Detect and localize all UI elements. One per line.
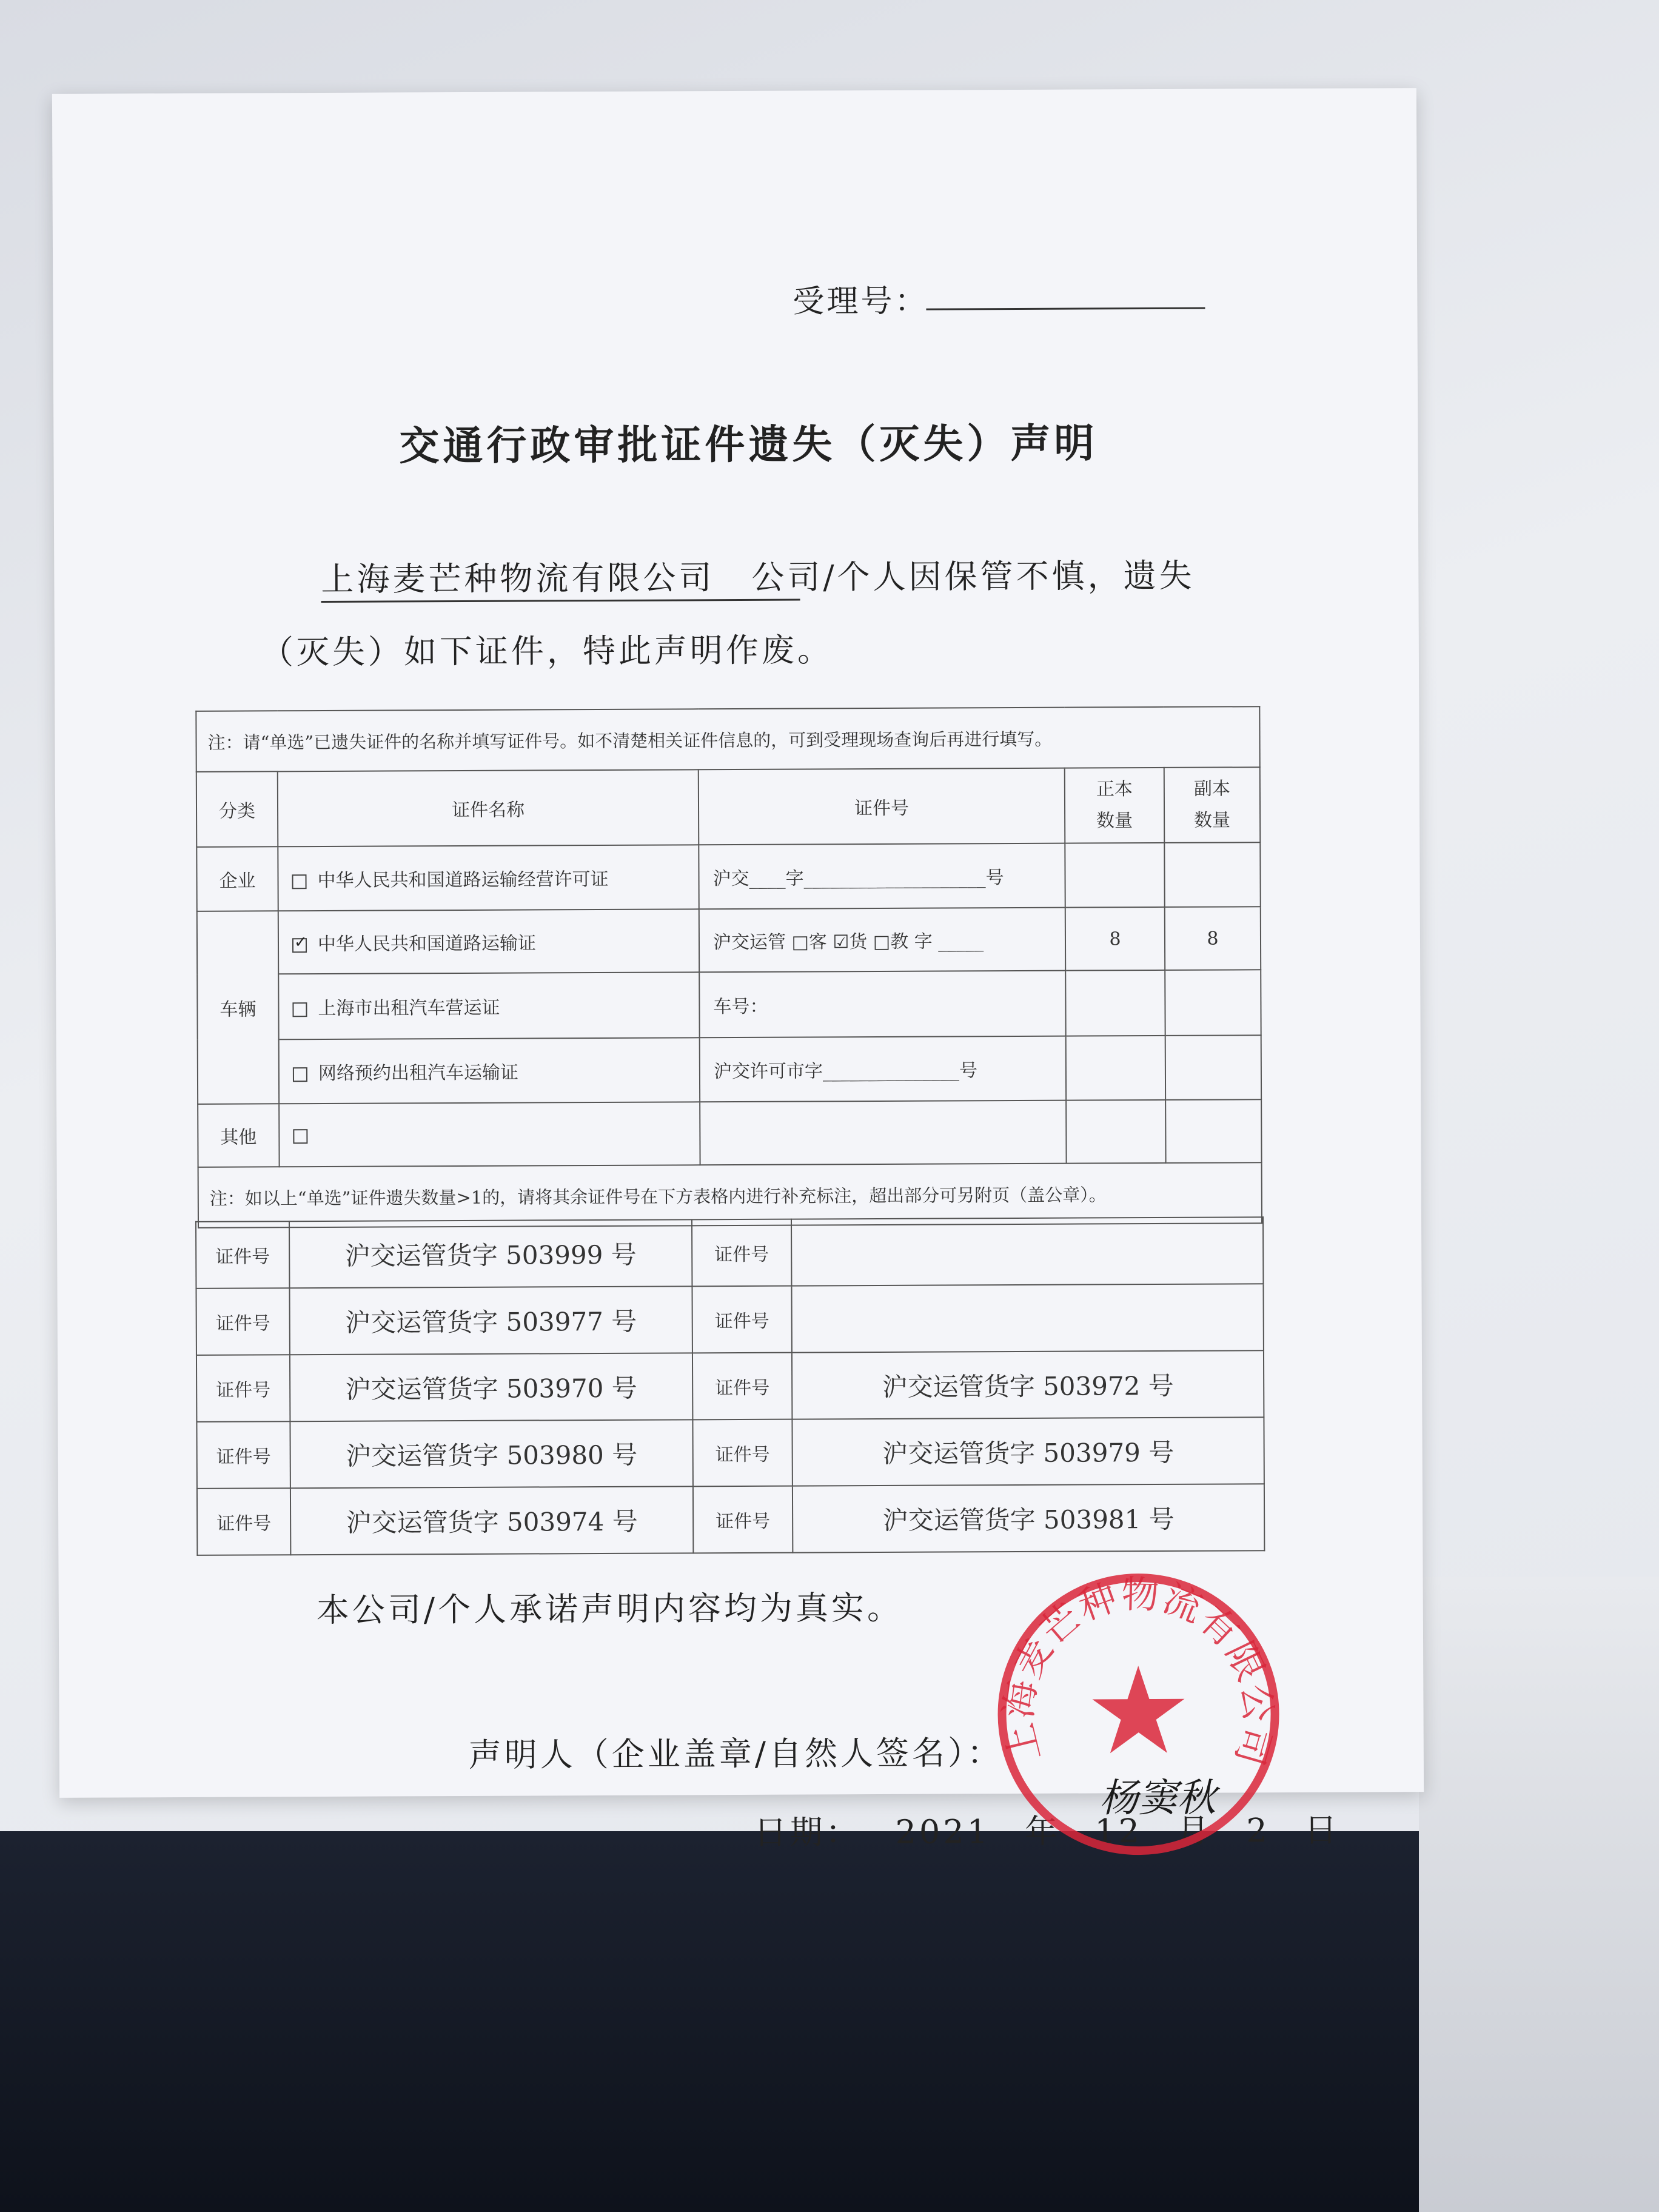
original-count-cell: [1065, 970, 1165, 1036]
table-row: [196, 1417, 1264, 1489]
note-top: 注：请“单选”已遗失证件的名称并填写证件号。如不清楚相关证件信息的，可到受理现场查询后再进行填写。: [196, 706, 1259, 772]
table-row: [197, 1484, 1264, 1555]
acceptance-number-field[interactable]: [926, 307, 1205, 310]
cert-label: 证件号: [693, 1486, 793, 1553]
cert-label: 证件号: [196, 1221, 289, 1289]
header-category: 分类: [196, 771, 278, 847]
table-row: [197, 970, 1261, 1040]
date-day: 2: [1246, 1811, 1270, 1850]
note-bottom: 注：如以上“单选”证件遗失数量>1的，请将其余证件号在下方表格内进行补充标注，超出部分可另附页（盖公章）。: [198, 1162, 1262, 1228]
table-row: [198, 1099, 1261, 1167]
cert-name-cell: 网络预约出租汽车运输证: [279, 1037, 700, 1104]
cert-label: 证件号: [197, 1488, 290, 1555]
cert-no-cell: [700, 1101, 1066, 1165]
original-count-cell: 8: [1065, 907, 1165, 971]
header-cert-name: 证件名称: [278, 769, 699, 846]
category-other: 其他: [198, 1104, 279, 1167]
checkbox[interactable]: [292, 874, 307, 889]
cert-no-cell: 沪交____字____________________号: [699, 843, 1065, 910]
date-label: 日期：: [754, 1813, 862, 1852]
table-row: [196, 1284, 1263, 1355]
cert-label: 证件号: [692, 1353, 792, 1420]
cert-number: 沪交运管货字 503980 号: [290, 1419, 692, 1488]
copy-count-cell: [1165, 1099, 1261, 1163]
statement-line-1: 公司/个人因保管不慎，遗失: [751, 556, 1195, 597]
table-row: [196, 1217, 1263, 1289]
cert-name-cell: [279, 1102, 700, 1167]
page-title: 交通行政审批证件遗失（灭失）声明: [399, 419, 1098, 470]
signer-label: 声明人（企业盖章/自然人签名）：: [468, 1734, 1004, 1774]
cert-label: 证件号: [196, 1355, 290, 1422]
date-year: 2021: [895, 1812, 991, 1851]
date-month: 12: [1094, 1812, 1143, 1851]
cert-name-cell: 上海市出租汽车营运证: [278, 972, 699, 1039]
cert-label: 证件号: [196, 1421, 290, 1489]
cert-number: 沪交运管货字 503974 号: [290, 1486, 693, 1555]
copy-count-cell: [1165, 1035, 1261, 1100]
signature: 杨窦秋: [1099, 1775, 1216, 1822]
company-seal: [986, 1562, 1290, 1866]
original-count-cell: [1066, 1036, 1165, 1101]
company-name: 上海麦芒种物流有限公司: [321, 558, 715, 598]
table-row: [196, 842, 1260, 911]
cert-no-cell: 沪交运管 □客 ☑货 □教 字 _____: [699, 908, 1065, 973]
cert-label: 证件号: [692, 1419, 792, 1487]
cert-name-cell: ✓中华人民共和国道路运输证: [278, 909, 699, 974]
cert-number: 沪交运管货字 503970 号: [290, 1353, 692, 1421]
cert-number: 沪交运管货字 503999 号: [289, 1219, 692, 1288]
cert-number: [791, 1217, 1263, 1285]
cert-number: 沪交运管货字 503972 号: [792, 1350, 1264, 1419]
certificate-table: [195, 706, 1262, 1228]
desk-background: [1419, 1577, 1659, 2212]
checkbox[interactable]: [293, 1129, 307, 1144]
date-year-char: 年: [1025, 1812, 1061, 1851]
header-original-count: 正本 数量: [1065, 768, 1165, 843]
copy-count-cell: [1164, 842, 1260, 907]
cert-number: [791, 1284, 1263, 1352]
cert-number: 沪交运管货字 503977 号: [289, 1286, 692, 1355]
date-day-char: 日: [1304, 1811, 1341, 1849]
checkbox[interactable]: [292, 1002, 307, 1017]
acceptance-number-label: 受理号：: [793, 283, 929, 320]
cert-label: 证件号: [692, 1286, 791, 1353]
seal-star-icon: [1092, 1666, 1185, 1754]
declaration-paper: [52, 88, 1424, 1852]
copy-count-cell: 8: [1165, 907, 1261, 970]
table-row: [197, 907, 1261, 974]
original-count-cell: [1066, 1100, 1165, 1164]
cert-label: 证件号: [692, 1219, 791, 1287]
seal-text: 上海麦芒种物流有限公司: [996, 1572, 1281, 1772]
date-month-char: 月: [1176, 1811, 1213, 1850]
cert-label: 证件号: [196, 1288, 289, 1355]
copy-count-cell: [1165, 970, 1261, 1036]
statement-line-2: （灭失）如下证件，特此声明作废。: [260, 631, 834, 672]
checkbox-checked[interactable]: [292, 938, 307, 953]
category-enterprise: 企业: [196, 846, 278, 911]
promise-statement: 本公司/个人承诺声明内容均为真实。: [316, 1588, 903, 1630]
cert-number: 沪交运管货字 503981 号: [793, 1484, 1264, 1552]
category-vehicle: 车辆: [197, 911, 279, 1104]
extra-certificate-table: [195, 1216, 1265, 1556]
floor-background: [0, 1831, 1659, 2212]
table-row: [198, 1035, 1261, 1104]
header-cert-no: 证件号: [699, 768, 1065, 845]
cert-no-cell: 车号：: [699, 971, 1065, 1038]
header-copy-count: 副本 数量: [1164, 767, 1261, 843]
original-count-cell: [1065, 843, 1164, 908]
checkbox[interactable]: [293, 1067, 307, 1082]
cert-no-cell: 沪交许可市字_______________号: [700, 1036, 1066, 1102]
cert-number: 沪交运管货字 503979 号: [792, 1417, 1264, 1486]
table-row: [196, 1350, 1264, 1422]
cert-name-cell: 中华人民共和国道路运输经营许可证: [278, 845, 699, 911]
